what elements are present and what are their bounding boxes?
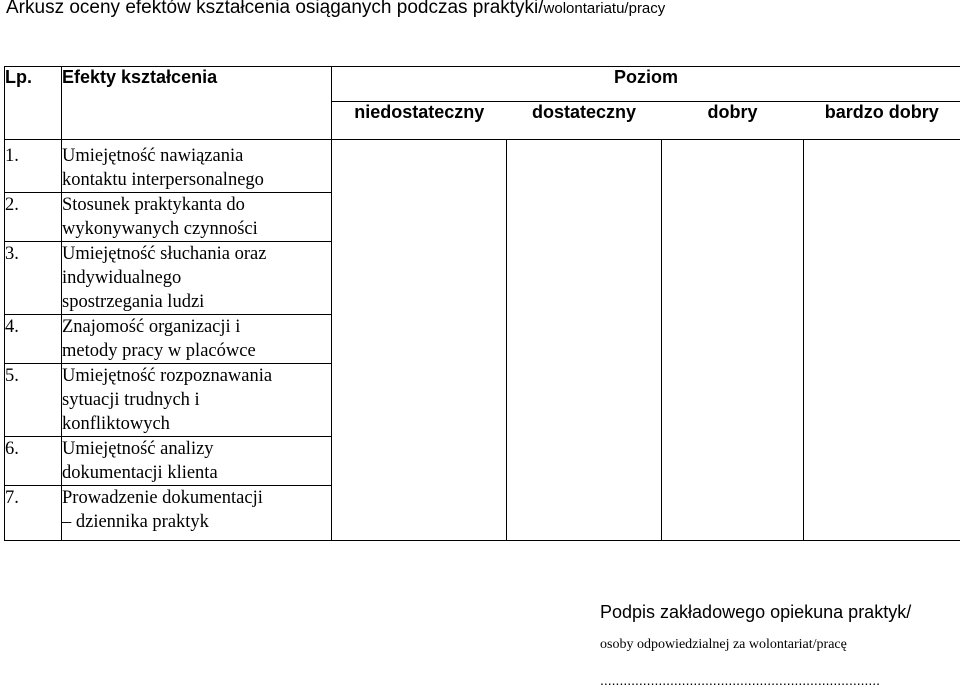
page-title bbox=[6, 0, 665, 20]
signature-label: Podpis zakładowego opiekuna praktyk/ bbox=[600, 602, 912, 622]
row-number: 3. bbox=[5, 242, 62, 315]
row-effect-line: metody pracy w placówce bbox=[62, 341, 256, 361]
rating-cell[interactable] bbox=[507, 140, 662, 541]
row-effect-line: konfliktowych bbox=[62, 414, 170, 434]
signature-sublabel: osoby odpowiedzialnej za wolontariat/pracę bbox=[600, 637, 847, 652]
row-number: 2. bbox=[5, 193, 62, 242]
header-poziom: Poziom bbox=[332, 67, 960, 102]
row-effect-line: Stosunek praktykanta do bbox=[62, 195, 245, 215]
row-number: 1. bbox=[5, 140, 62, 193]
level-dobry: dobry bbox=[662, 101, 804, 139]
row-effect-line: Umiejętność nawiązania bbox=[62, 146, 244, 166]
row-effect-line: Prowadzenie dokumentacji bbox=[62, 488, 263, 508]
row-effect bbox=[62, 437, 332, 486]
row-effect bbox=[62, 486, 332, 541]
page-title-main: Arkusz oceny efektów kształcenia osiąganych podczas praktyki/ bbox=[6, 0, 544, 18]
assessment-table bbox=[4, 66, 960, 541]
table-body bbox=[5, 140, 960, 541]
level-niedostateczny: niedostateczny bbox=[332, 101, 507, 139]
signature-block bbox=[600, 600, 911, 689]
row-effect bbox=[62, 242, 332, 315]
rating-cell[interactable] bbox=[332, 140, 507, 541]
row-effect-line: sytuacji trudnych i bbox=[62, 390, 200, 410]
row-effect-line: Znajomość organizacji i bbox=[62, 317, 241, 337]
rating-cell[interactable] bbox=[804, 140, 960, 541]
row-number: 6. bbox=[5, 437, 62, 486]
header-lp: Lp. bbox=[5, 67, 62, 140]
header-efekty: Efekty kształcenia bbox=[62, 67, 332, 140]
row-effect-line: Umiejętność rozpoznawania bbox=[62, 366, 273, 386]
row-effect bbox=[62, 315, 332, 364]
page-title-suffix: wolontariatu/pracy bbox=[543, 0, 666, 17]
row-number: 7. bbox=[5, 486, 62, 541]
row-effect-line: dokumentacji klienta bbox=[62, 463, 218, 483]
row-effect-line: – dziennika praktyk bbox=[62, 512, 209, 532]
row-effect bbox=[62, 364, 332, 437]
level-bardzo-dobry: bardzo dobry bbox=[804, 101, 960, 139]
row-effect-line: indywidualnego bbox=[62, 268, 182, 288]
row-effect-line: wykonywanych czynności bbox=[62, 219, 258, 239]
row-effect bbox=[62, 140, 332, 193]
rating-cell[interactable] bbox=[662, 140, 804, 541]
row-number: 5. bbox=[5, 364, 62, 437]
row-effect-line: spostrzegania ludzi bbox=[62, 292, 205, 312]
row-effect-line: kontaktu interpersonalnego bbox=[62, 170, 264, 190]
row-effect-line: Umiejętność analizy bbox=[62, 439, 214, 459]
signature-line: ........................................................................ bbox=[600, 672, 881, 688]
row-effect-line: Umiejętność słuchania oraz bbox=[62, 244, 267, 264]
row-number: 4. bbox=[5, 315, 62, 364]
row-effect bbox=[62, 193, 332, 242]
table-row bbox=[5, 140, 960, 193]
level-dostateczny: dostateczny bbox=[507, 101, 662, 139]
